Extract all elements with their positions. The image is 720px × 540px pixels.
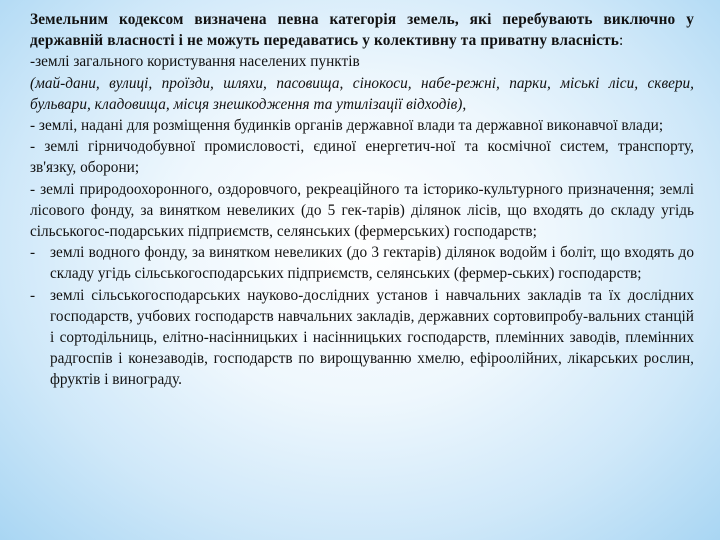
intro-bold-text: Земельним кодексом визначена певна категорія земель, які перебувають виключно у державній власності і не можуть передаватись у колективну та приватну власність [30,11,694,50]
list-item-public-lands-details: (май-дани, вулиці, проїзди, шляхи, пасовища, сінокоси, набе-режні, парки, міські ліси, сквери, бульвари, кладовища, місця знешкодження та утилізації відходів), [30,74,694,113]
list-item-water-fund [30,242,694,284]
intro-paragraph [30,9,694,51]
list-dash: - [30,286,36,304]
list-item-nature-forest: - землі природоохоронного, оздоровчого, рекреаційного та історико-культурного призначення; землі лісового фонду, за винятком невеликих (до 5 гек-тарів) ділянок лісів, що входять до складу угідь сільськогос-подарських підприємств, селянських (фермерських) господарств; [30,180,694,241]
list-item-agricultural-research [30,285,694,391]
list-item-public-lands: -землі загального користування населених пунктів [30,53,360,71]
intro-colon: : [619,32,624,50]
list-dash: - [30,244,36,262]
slide-text-body [30,9,694,391]
list-item-agricultural-research-text: землі сільськогосподарських науково-дослідних установ і навчальних закладів та їх дослідних господарств, учбових господарств навчальних закладів, державних сортовипробу-вальних станцій і сортодільниць, елітно-насінницьких і насінницьких господарств, племінних заводів, племінних радгоспів і конезаводів, господарств по вирощуванню хмелю, ефіроолійних, лікарських рослин, фруктів і винограду. [50,286,694,389]
list-item-water-fund-text: землі водного фонду, за винятком невеликих (до 3 гектарів) ділянок водойм і боліт, що входять до складу угідь сільськогосподарських підприємств, селянських (фермер-ських) господарств; [50,244,694,283]
list-item-mining-energy-transport: - землі гірничодобувної промисловості, єдиної енергетич-ної та космічної систем, транспорту, зв'язку, оборони; [30,138,694,177]
list-item-government-buildings: - землі, надані для розміщення будинків органів державної влади та державної виконавчої влади; [30,117,664,135]
